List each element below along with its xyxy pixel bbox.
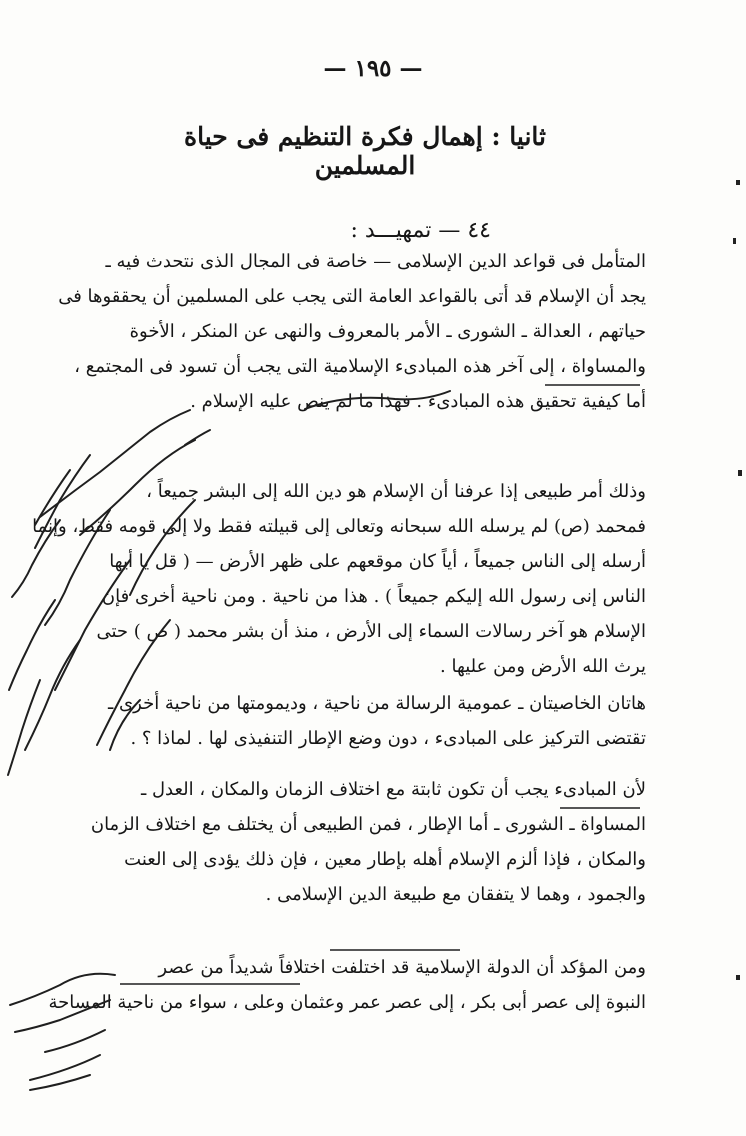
edge-mark: [733, 238, 736, 244]
text-line: النبوة إلى عصر أبى بكر ، إلى عصر عمر وعثمان وعلى ، سواء من ناحية المساحة: [48, 992, 646, 1013]
text-line: لأن المبادىء يجب أن تكون ثابتة مع اختلاف الزمان والمكان ، العدل ـ: [140, 779, 646, 800]
text-line: حياتهم ، العدالة ـ الشورى ـ الأمر بالمعروف والنهى عن المنكر ، الأخوة: [129, 321, 646, 342]
text-line: أما كيفية تحقيق هذه المبادىء . فهذا ما لم ينص عليه الإسلام .: [190, 391, 646, 412]
paragraph-islamic-state: [48, 950, 646, 1020]
text-line: المتأمل فى قواعد الدين الإسلامى — خاصة فى المجال الذى نتحدث فيه ـ: [105, 251, 646, 272]
text-line: أرسله إلى الناس جميعاً ، أياً كان موقعهم على ظهر الأرض — ( قل يا أيها: [109, 551, 646, 572]
text-line: والجمود ، وهما لا يتفقان مع طبيعة الدين الإسلامى .: [265, 884, 646, 905]
edge-mark: [736, 975, 740, 980]
text-line: تقتضى التركيز على المبادىء ، دون وضع الإطار التنفيذى لها . لماذا ؟ .: [130, 728, 646, 749]
text-line: يرث الله الأرض ومن عليها .: [440, 656, 646, 677]
text-line: فمحمد (ص) لم يرسله الله سبحانه وتعالى إلى قبيلته فقط ولا إلى قومه فقط، وإنما: [32, 516, 646, 537]
paragraph-universality: [32, 474, 646, 684]
text-line: يجد أن الإسلام قد أتى بالقواعد العامة التى يجب على المسلمين أن يحققوها فى: [58, 286, 646, 307]
text-line: والمكان ، فإذا ألزم الإسلام أهله بإطار معين ، فإن ذلك يؤدى إلى العنت: [124, 849, 646, 870]
text-line: وذلك أمر طبيعى إذا عرفنا أن الإسلام هو دين الله إلى البشر جميعاً ،: [146, 481, 646, 502]
text-line: هاتان الخاصيتان ـ عمومية الرسالة من ناحية ، وديمومتها من ناحية أخرى ـ: [108, 693, 646, 714]
text-line: الناس إنى رسول الله إليكم جميعاً ) . هذا من ناحية . ومن ناحية أخرى فإن: [101, 586, 646, 607]
chapter-title: ثانيا : إهمال فكرة التنظيم فى حياة المسلمين: [184, 122, 546, 180]
page-number: — ١٩٥ —: [323, 55, 423, 82]
edge-mark: [738, 470, 742, 476]
text-line: والمساواة ، إلى آخر هذه المبادىء الإسلامية التى يجب أن تسود فى المجتمع ،: [74, 356, 646, 377]
text-line: الإسلام هو آخر رسالات السماء إلى الأرض ، منذ أن بشر محمد ( ص ) حتى: [96, 621, 646, 642]
paragraph-intro: [58, 244, 646, 419]
paragraph-principles: [90, 772, 646, 912]
section-heading: ٤٤ — تمهيـــد :: [350, 218, 491, 243]
text-line: المساواة ـ الشورى ـ أما الإطار ، فمن الطبيعى أن يختلف مع اختلاف الزمان: [90, 814, 646, 835]
paragraph-two-properties: [108, 686, 646, 756]
edge-mark: [736, 180, 740, 185]
text-line: ومن المؤكد أن الدولة الإسلامية قد اختلفت اختلافاً شديداً من عصر: [158, 957, 646, 978]
